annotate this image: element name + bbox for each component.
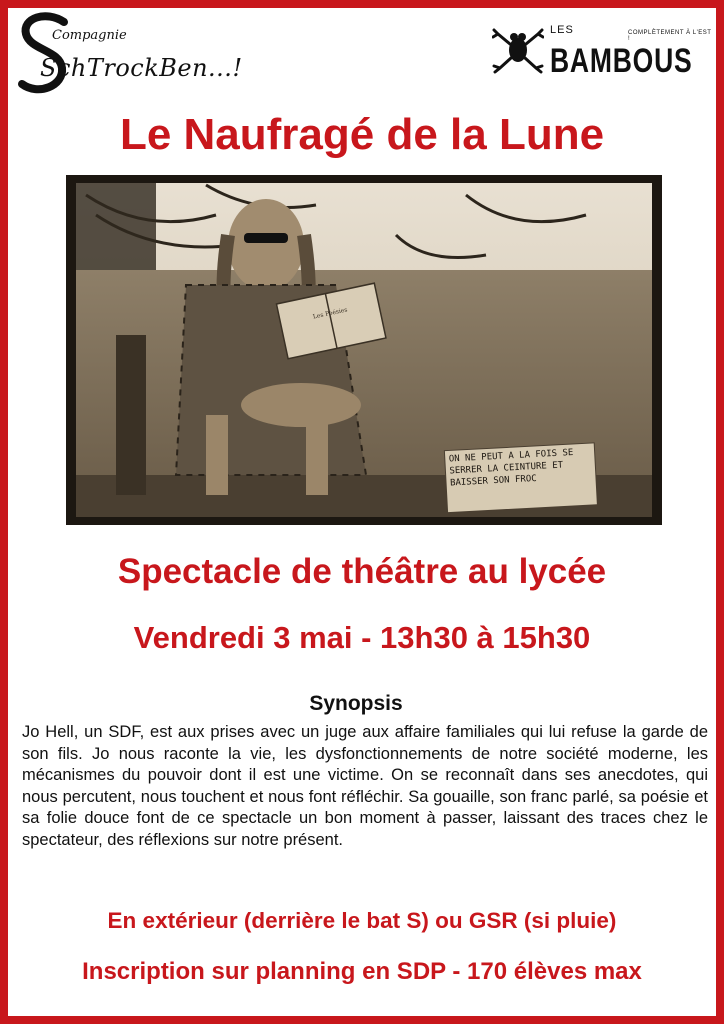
partner-logo-prefix: LES xyxy=(550,24,574,36)
book-title: Les Poésies xyxy=(312,306,349,321)
show-title: Le Naufragé de la Lune xyxy=(119,110,605,159)
synopsis-text: Jo Hell, un SDF, est aux prises avec un juge aux affaire familiales qui lui refuse la garde de son fils. Jo nous raconte la vie, les dysfonctionnements de notre société moderne, les mécanismes du pouvoir dont il est une victime. On se reconnaît dans ses anecdotes, qui nous percutent, nous touchent et nous font réfléchir. Sa gouaille, son franc parlé, sa poésie et sa folie douce font de ce spectacle un bon moment à passer, laissant des traces chez le spectateur, des réflexions sur notre présent. xyxy=(22,723,708,849)
company-logo-prefix: Compagnie xyxy=(52,28,127,43)
event-subtitle: Spectacle de théâtre au lycée xyxy=(117,552,607,591)
registration-info: Inscription sur planning en SDP - 170 élèves max xyxy=(82,958,642,985)
photo-illustration xyxy=(66,175,662,525)
partner-logo-tagline: COMPLÈTEMENT À L'EST ! xyxy=(628,30,712,42)
company-logo-name: SchTrockBen...! xyxy=(40,54,243,82)
frog-icon xyxy=(492,28,544,74)
synopsis-heading: Synopsis xyxy=(309,692,403,715)
partner-logo-name: BAMBOUS xyxy=(550,42,693,80)
company-logo xyxy=(14,12,274,96)
event-location: En extérieur (derrière le bat S) ou GSR (si pluie) xyxy=(107,908,617,933)
show-photo xyxy=(66,175,662,525)
cardboard-sign-text: ON NE PEUT A LA FOIS SE SERRER LA CEINTURE ET BAISSER SON FROC xyxy=(448,447,574,489)
event-date: Vendredi 3 mai - 13h30 à 15h30 xyxy=(133,620,591,655)
partner-logo xyxy=(490,24,712,86)
